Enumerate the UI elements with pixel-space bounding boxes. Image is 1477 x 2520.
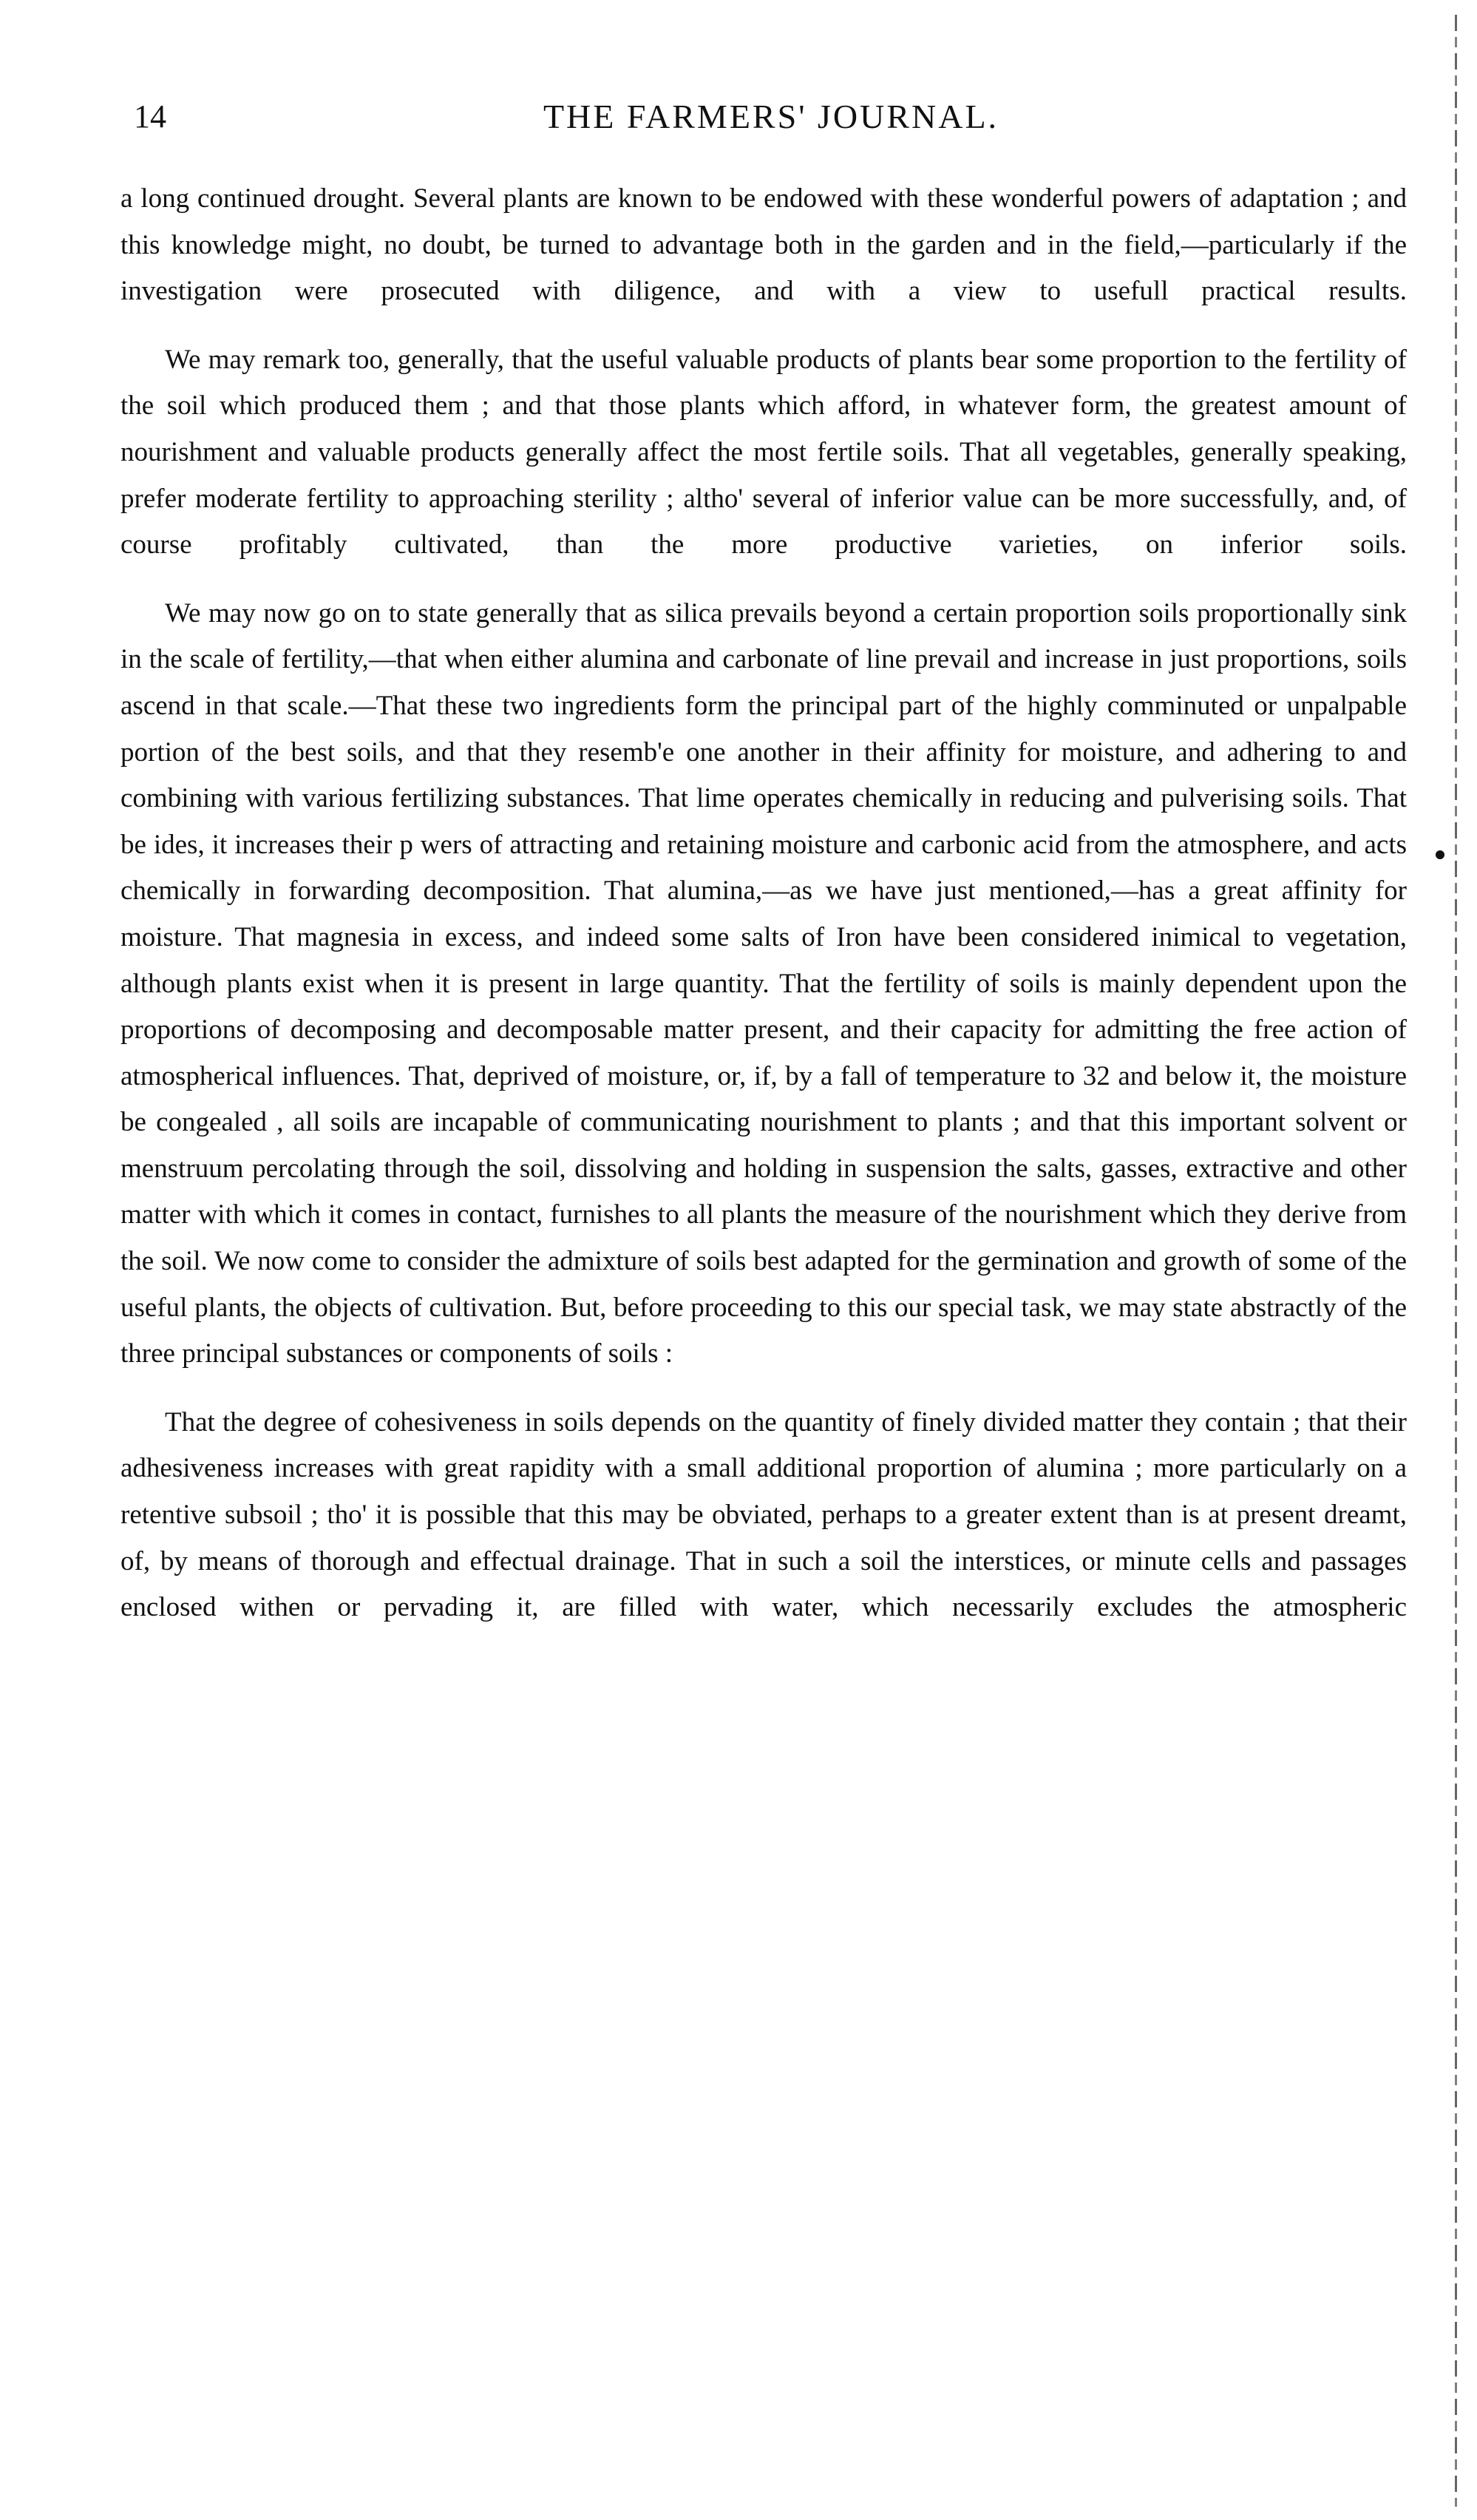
body-text bbox=[120, 176, 1407, 1653]
page-edge-rule bbox=[1455, 15, 1457, 2507]
paragraph-soil-ingredients: We may now go on to state generally that as silica prevails beyond a certain proportion soils proportionally sink in the scale of fertility,—that when either alumina and carbonate of line prevail and increase in just proportions, soils ascend in that scale.—That these two ingredients form the principal part of the highly comminuted or unpalpable portion of the best soils, and that they resemb'e one another in their affinity for moisture, and adhering to and combining with various fertilizing substances. That lime operates chemically in reducing and pulverising soils. That be ides, it increases their p wers of attracting and retaining moisture and carbonic acid from the atmosphere, and acts chemically in forwarding decomposition. That alumina,—as we have just mentioned,—has a great affinity for moisture. That magnesia in excess, and indeed some salts of Iron have been considered inimical to vegetation, although plants exist when it is present in large quantity. That the fertility of soils is mainly dependent upon the proportions of decomposing and decomposable matter present, and their capacity for admitting the free action of atmospherical influences. That, deprived of moisture, or, if, by a fall of temperature to 32 and below it, the moisture be congealed , all soils are incapable of communicating nourishment to plants ; and that this important solvent or menstruum percolating through the soil, dissolving and holding in suspension the salts, gasses, extractive and other matter with which it comes in contact, furnishes to all plants the measure of the nourishment which they derive from the soil. We now come to consider the admixture of soils best adapted for the germination and growth of some of the useful plants, the objects of cultivation. But, before proceeding to this our special task, we may state abstractly of the three principal substances or components of soils : bbox=[120, 597, 1407, 1369]
paragraph-cohesiveness: That the degree of cohesiveness in soils depends on the quantity of finely divided matter they contain ; that their adhesiveness increases with great rapidity with a small additional proportion of alumina ; more particularly on a retentive subsoil ; tho' it is possible that this may be obviated, perhaps to a greater extent than is at present dreamt, of, by means of thorough and effectual drainage. That in such a soil the interstices, or minute cells and passages enclosed withen or pervading it, are filled with water, which necessarily excludes the atmospheric bbox=[120, 1406, 1407, 1623]
paragraph-drought: a long continued drought. Several plants are known to be endowed with these wonderful powers of adaptation ; and this knowledge might, no doubt, be turned to advantage both in the garden and in the field,—particularly if the investigation were prosecuted with diligence, and with a view to usefull practical results. bbox=[120, 183, 1407, 307]
margin-mark bbox=[1436, 850, 1444, 859]
paragraph-fertility: We may remark too, generally, that the useful valuable products of plants bear some proportion to the fertility of the soil which produced them ; and that those plants which afford, in whatever form, the greatest amount of nourishment and valuable products generally affect the most fertile soils. That all vegetables, generally speaking, prefer moderate fertility to approaching sterility ; altho' several of inferior value can be more successfully, and, of course profitably cultivated, than the more productive varieties, on inferior soils. bbox=[120, 344, 1407, 560]
page-header bbox=[120, 95, 1422, 146]
page-number: 14 bbox=[134, 98, 166, 135]
running-title: THE FARMERS' JOURNAL. bbox=[543, 98, 999, 135]
